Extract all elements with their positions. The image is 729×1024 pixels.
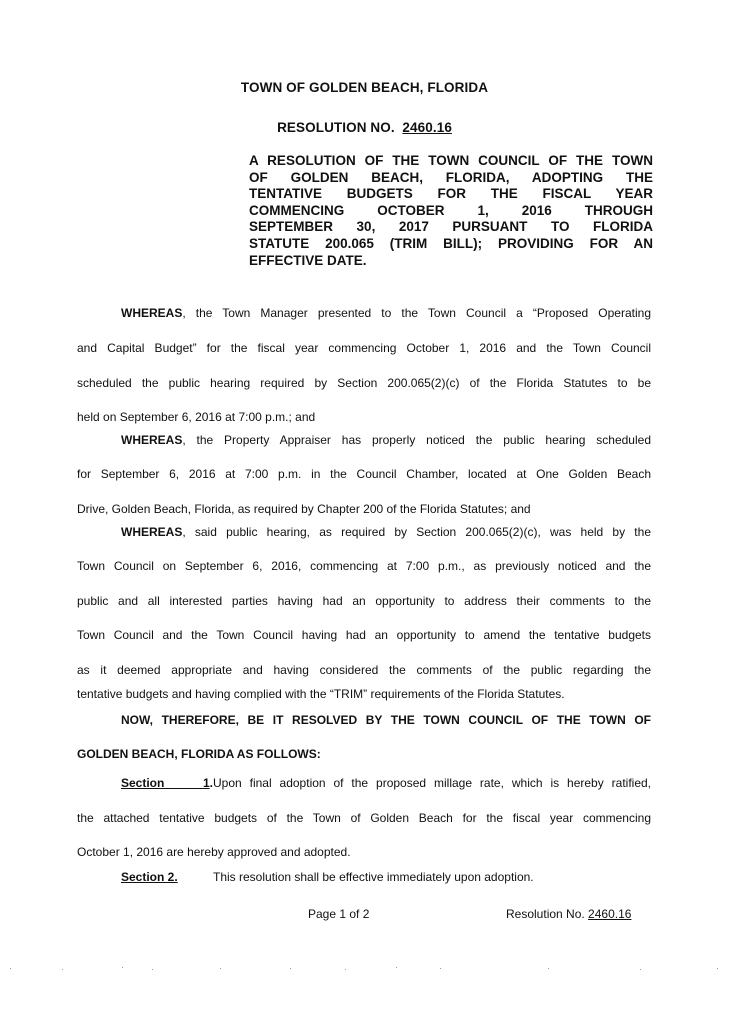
resolved-line: GOLDEN BEACH, FLORIDA AS FOLLOWS: [77, 747, 321, 761]
paragraph-line: for September 6, 2016 at 7:00 p.m. in the Council Chamber, located at One Golden Beach [77, 467, 651, 481]
line-text: Upon final adoption of the proposed millage rate, which is hereby ratified, [213, 776, 651, 790]
footer-resolution [506, 907, 631, 921]
paragraph-line [121, 306, 651, 320]
caption-line: A RESOLUTION OF THE TOWN COUNCIL OF THE TOWN [249, 153, 653, 168]
paragraph-line: and Capital Budget” for the fiscal year commencing October 1, 2016 and the Town Council [77, 341, 651, 355]
line-text: This resolution shall be effective immediately upon adoption. [213, 870, 534, 884]
footer-resolution-label: Resolution No. [506, 907, 589, 921]
line-text: , the Property Appraiser has properly noticed the public hearing scheduled [182, 433, 651, 447]
section-label-text: Section 1 [121, 776, 210, 790]
paragraph-line [121, 776, 651, 790]
paragraph-line: the attached tentative budgets of the Town of Golden Beach for the fiscal year commencing [77, 811, 651, 825]
page-number: Page 1 of 2 [308, 907, 370, 921]
whereas-lead: WHEREAS [121, 433, 183, 447]
resolution-label: RESOLUTION NO. [277, 120, 395, 135]
section-label-text: Section 2. [121, 870, 178, 884]
caption-line: SEPTEMBER 30, 2017 PURSUANT TO FLORIDA [249, 219, 653, 235]
paragraph-line: October 1, 2016 are hereby approved and adopted. [77, 845, 351, 859]
resolution-heading [0, 120, 729, 135]
resolved-line: NOW, THEREFORE, BE IT RESOLVED BY THE TOWN COUNCIL OF THE TOWN OF [121, 713, 651, 727]
caption-line: OF GOLDEN BEACH, FLORIDA, ADOPTING THE [249, 169, 653, 185]
resolution-number: 2460.16 [402, 120, 452, 135]
paragraph-line: tentative budgets and having complied with the “TRIM” requirements of the Florida Statutes. [77, 687, 565, 701]
paragraph-line: as it deemed appropriate and having considered the comments of the public regarding the [77, 663, 651, 677]
paragraph-line: scheduled the public hearing required by Section 200.065(2)(c) of the Florida Statutes to be [77, 376, 651, 390]
caption-line: TENTATIVE BUDGETS FOR THE FISCAL YEAR [249, 186, 653, 202]
line-text: , said public hearing, as required by Section 200.065(2)(c), was held by the [182, 525, 651, 539]
paragraph-line: Town Council and the Town Council having had an opportunity to amend the tentative budgets [77, 628, 651, 642]
section-label-suffix: . [209, 776, 213, 790]
section-1-label [121, 776, 213, 790]
paragraph-line: held on September 6, 2016 at 7:00 p.m.; and [77, 410, 316, 424]
document-title: TOWN OF GOLDEN BEACH, FLORIDA [240, 80, 489, 95]
paragraph-line: public and all interested parties having had an opportunity to address their comments to the [77, 594, 651, 608]
paragraph-line: Town Council on September 6, 2016, commencing at 7:00 p.m., as previously noticed and the [77, 559, 651, 573]
resolution-caption [249, 153, 653, 269]
caption-line: COMMENCING OCTOBER 1, 2016 THROUGH [249, 202, 653, 218]
line-text: , the Town Manager presented to the Town Council a “Proposed Operating [182, 306, 651, 320]
caption-line: EFFECTIVE DATE. [249, 252, 367, 268]
paragraph-line [121, 433, 651, 447]
section-2-label [121, 870, 213, 884]
whereas-lead: WHEREAS [121, 306, 183, 320]
footer-resolution-number: 2460.16 [588, 907, 632, 921]
paragraph-line: Drive, Golden Beach, Florida, as required by Chapter 200 of the Florida Statutes; and [77, 502, 531, 516]
paragraph-line [121, 525, 651, 539]
caption-line: STATUTE 200.065 (TRIM BILL); PROVIDING FOR AN [249, 235, 653, 251]
paragraph-line [121, 870, 651, 884]
whereas-lead: WHEREAS [121, 525, 183, 539]
scan-artifacts [0, 966, 729, 976]
